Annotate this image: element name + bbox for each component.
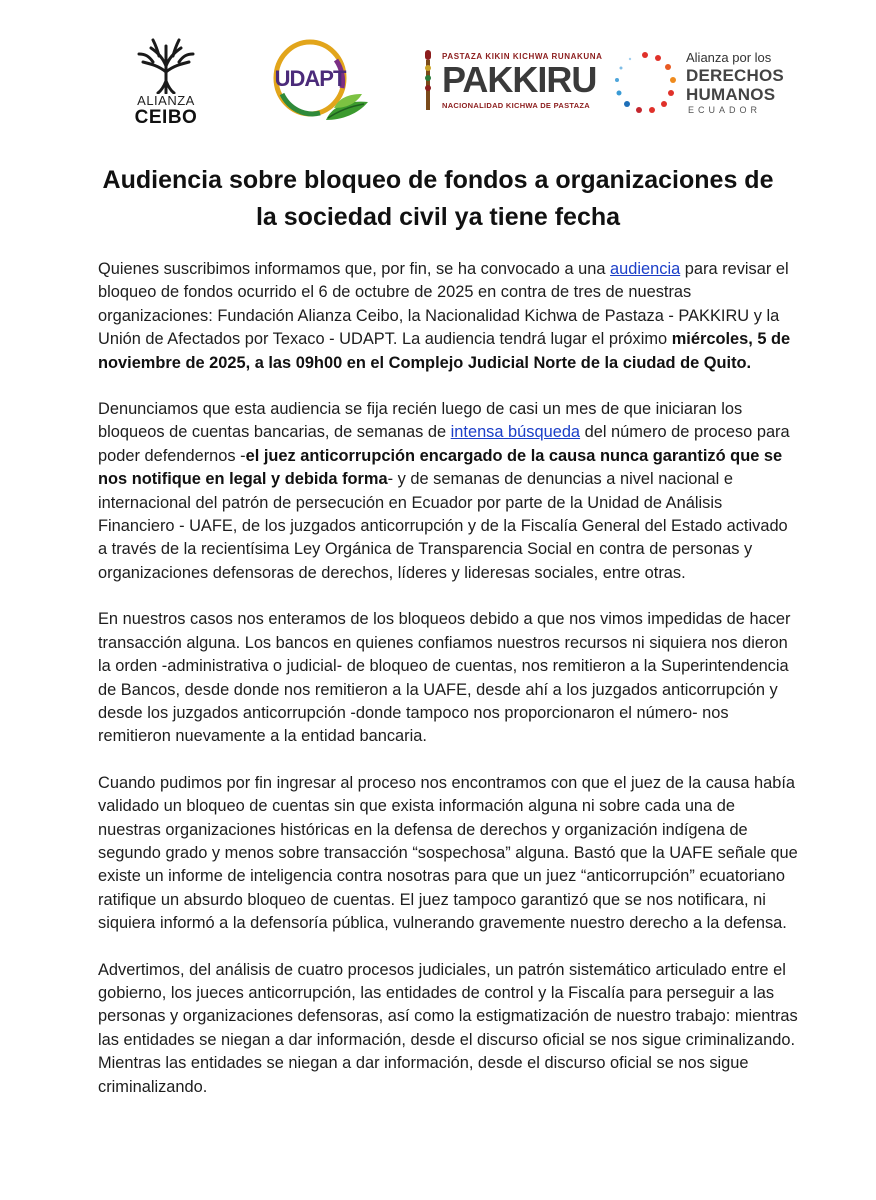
logo-bar [0,36,876,136]
judge-bold-text: el juez anticorrupción encargado de la causa nunca garantizó que se nos notifique en legal y debida forma [98,446,783,489]
ddhh-line3: HUMANOS [686,85,776,104]
tree-icon [133,36,199,94]
paragraph-3: En nuestros casos nos enteramos de los bloqueos debido a que nos vimos impedidas de hacer transacción alguna. Los bancos en quienes confiamos nuestros recursos ni siquiera nos dieron la orden -administrativa o judicial- de bloqueo de cuentas, nos remitieron a la Superintendencia de Bancos, desde donde nos remitieron a la UAFE, desde ahí a los juzgados anticorrupción y desde los juzgados anticorrupción -donde tampoco nos proporcionaron el número- nos remitieron nuevamente a la entidad bancaria. [98,610,791,746]
udapt-logo [270,38,374,124]
paragraph-2: Denunciamos que esta audiencia se fija recién luego de casi un mes de que iniciaran los bloqueos de cuentas bancarias, de semanas de intensa búsqueda del número de proceso para poder defendernos -el juez anticorrupción encargado de la causa nunca garantizó que se nos notifique en legal y debida forma- y de semanas de denuncias a nivel nacional e internacional del patrón de persecución en Ecuador por parte de la Unidad de Análisis Financiero - UAFE, de los juzgados anticorrupción y de la Fiscalía General del Estado activado a través de la recientísima Ley Orgánica de Transparencia Social en contra de personas y organizaciones defensoras de derechos, líderes y lideresas sociales, entre otras. [98,400,790,582]
dotted-circle-icon [612,50,678,116]
intensa-busqueda-link[interactable]: intensa búsqueda [450,423,581,442]
udapt-text: UDAPT [274,66,346,91]
paragraph-4: Cuando pudimos por fin ingresar al proceso nos encontramos con que el juez de la causa había validado un bloqueo de cuentas sin que exista información alguna ni sobre cada una de nuestras organizaciones históricas en la defensa de derechos y organización indígena de segundo grado y menos sobre transacción “sospechosa” alguna. Bastó que la UAFE señale que existe un informe de inteligencia contra nosotras para que un juez “anticorrupción” ecuatoriano ratifique un absurdo bloqueo de cuentas. El juez tampoco garantizó que se nos notificara, ni siquiera informó a la defensoría pública, vulnerando gravemente nuestro derecho a la defensa. [98,773,798,933]
alianza-ceibo-logo [126,36,206,132]
derechos-humanos-logo [612,48,782,118]
ceibo-line1: ALIANZA [137,93,195,108]
ceibo-line2: CEIBO [134,107,198,128]
document-body [98,258,798,1122]
hearing-date-bold: miércoles, 5 de noviembre de 2025, a las 09h00 en el Complejo Judicial Norte de la ciudad de Quito. [98,330,791,372]
pakkiru-name: PAKKIRU [442,59,597,100]
ddhh-line4: ECUADOR [688,105,762,115]
paragraph-5: Advertimos, del análisis de cuatro procesos judiciales, un patrón sistemático articulado entre el gobierno, los jueces anticorrupción, las entidades de control y la Fiscalía para perseguir a las personas y organizaciones defensoras, así como la estigmatización de nuestro trabajo: mientras las entidades se niegan a dar información, desde el discurso oficial se nos sigue criminalizando. Mientras las entidades se niegan a dar información, desde el discurso oficial se nos sigue criminalizando. [98,960,798,1096]
pakkiru-logo [418,50,603,116]
page-title: Audiencia sobre bloqueo de fondos a organizaciones de la sociedad civil ya tiene fecha [102,166,774,231]
ddhh-line1: Alianza por los [686,50,772,65]
audiencia-link[interactable]: audiencia [610,260,681,278]
pakkiru-bottom-text: NACIONALIDAD KICHWA DE PASTAZA [442,101,591,110]
ddhh-line2: DERECHOS [686,66,784,85]
paragraph-1: Quienes suscribimos informamos que, por fin, se ha convocado a una audiencia para revisar el bloqueo de fondos ocurrido el 6 de octubre de 2025 en contra de tres de nuestras organizaciones: Fundación Alianza Ceibo, la Nacionalidad Kichwa de Pastaza - PAKKIRU y la Unión de Afectados por Texaco - UDAPT. La audiencia tendrá lugar el próximo miércoles, 5 de noviembre de 2025, a las 09h00 en el Complejo Judicial Norte de la ciudad de Quito. [98,260,791,372]
staff-icon [420,50,436,112]
pakkiru-top-text: PASTAZA KIKIN KICHWA RUNAKUNA [442,52,603,61]
